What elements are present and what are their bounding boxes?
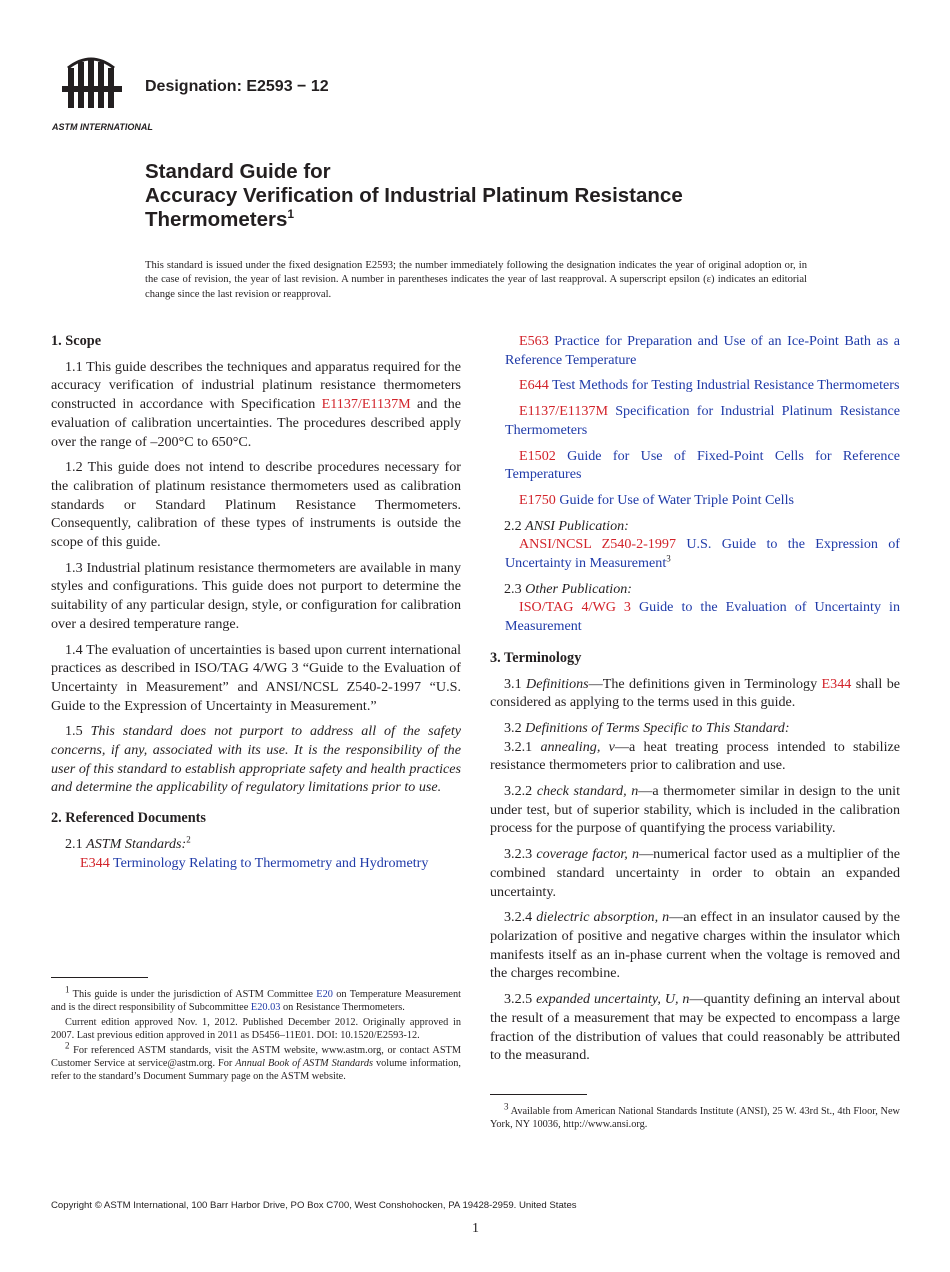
link-e2003[interactable]: E20.03 <box>250 1002 281 1013</box>
link-e1137-ref[interactable]: E1137/E1137M <box>519 403 608 420</box>
issuance-notice: This standard is issued under the fixed designation E2593; the number immediately following the designation indicates the year of original adoption or, in the case of revision, the year of last revision. A number in parentheses indicates the year of last reapproval. A superscript epsilon (ε) indicates an editorial change since the last revision or reapproval. <box>145 260 807 300</box>
astm-logo <box>52 58 153 134</box>
ref-item <box>490 332 900 369</box>
page-number: 1 <box>472 1221 479 1236</box>
link-e344-term[interactable]: E344 <box>821 675 852 692</box>
title-line-3: Thermometers$^1$ <box>145 207 295 231</box>
right-column <box>490 332 900 1072</box>
logo-bar-m <box>98 62 104 108</box>
para-1-2: 1.2 This guide does not intend to describe procedures necessary for the calibration of platinum resistance thermometers used as calibration standards or Standard Platinum Resistance Thermometers. Consequently, calibration of these types of instruments is outside the scope of this guide. <box>51 459 461 551</box>
para-3-2: 3.2 Definitions of Terms Specific to This Standard: <box>504 719 790 736</box>
title-line-2: Accuracy Verification of Industrial Platinum Resistance <box>145 184 683 207</box>
link-e20[interactable]: E20 <box>316 989 333 1000</box>
ref-ansi: ANSI/NCSL Z540-2-1997 U.S. Guide to the Expression of Uncertainty in Measurement$^3$ <box>505 536 900 572</box>
logo-bar-t <box>88 58 94 108</box>
def-3-2-2: 3.2.2 check standard, n—a thermometer similar in design to the unit under test, but of superior stability, which is included in the calibration process for the purpose of quantifying the process variability. <box>490 783 900 837</box>
ref-title[interactable]: Practice for Preparation and Use of an Ice-Point Bath as a Reference Temperature <box>505 333 900 368</box>
para-1-1: 1.1 This guide describes the techniques and apparatus required for the accuracy verification of industrial platinum resistance thermometers constructed in accordance with Specification E1137/E1137M and the evaluation of calibration uncertainties. The procedures described apply over the range of –200°C to 650°C. <box>51 358 461 450</box>
def-3-2-3: 3.2.3 coverage factor, n—numerical factor used as a multiplier of the combined standard uncertainty in order to obtain an expanded uncertainty. <box>490 846 900 900</box>
ref-iso <box>490 598 900 635</box>
link-ansi[interactable]: ANSI/NCSL Z540-2-1997 <box>519 536 676 553</box>
ref-title[interactable]: Guide for Use of Water Triple Point Cells <box>555 491 794 508</box>
ref-title[interactable]: U.S. Guide to the Expression of Uncertainty in Measurement <box>505 536 900 572</box>
ref-title[interactable]: Guide for Use of Fixed-Point Cells for Reference Temperatures <box>505 447 900 483</box>
footnote-rule-left <box>51 977 148 978</box>
section-3-heading: 3. Terminology <box>490 649 582 666</box>
para-2-1: 2.1 ASTM Standards:$^2$ <box>65 834 191 852</box>
section-1-heading: 1. Scope <box>51 333 102 349</box>
para-3-1: 3.1 Definitions—The definitions given in Terminology E344 shall be considered as applying to the terms used in this guide. <box>490 675 901 711</box>
link-e644[interactable]: E644 <box>519 377 549 394</box>
ref-title[interactable]: Specification for Industrial Platinum Resistance Thermometers <box>505 403 900 438</box>
designation: Designation: E2593 − 12 <box>145 78 329 95</box>
footnote-1: $^1$ This guide is under the jurisdiction of ASTM Committee E20 on Temperature Measurement and is the direct responsibility of Subcommittee E20.03 on Resistance Thermometers. <box>51 984 462 1013</box>
ref-title[interactable]: Guide to the Evaluation of Uncertainty in Measurement <box>505 599 900 635</box>
ref-item <box>490 447 900 484</box>
link-e1502[interactable]: E1502 <box>519 447 556 464</box>
link-e344[interactable]: E344 <box>80 854 110 871</box>
footnote-3: $^3$ Available from American National Standards Institute (ANSI), 25 W. 43rd St., 4th Floor, New York, NY 10036, http://www.ansi.org. <box>490 1101 900 1130</box>
para-2-2: 2.2 ANSI Publication: <box>504 517 629 534</box>
def-3-2-5: 3.2.5 expanded uncertainty, U, n—quantity defining an interval about the result of a measurement that may be expected to encompass a large fraction of the distribution of values that could reasonably be attributed to the measurand. <box>490 991 900 1064</box>
right-footnotes <box>490 1101 900 1133</box>
ref-item <box>490 491 900 510</box>
link-e1137[interactable]: E1137/E1137M <box>321 396 411 413</box>
para-1-4: 1.4 The evaluation of uncertainties is based upon current international practices as described in ISO/TAG 4/WG 3 “Guide to the Evaluation of Uncertainty in Measurement” and ANSI/NCSL Z540-2-1997 “U.S. Guide to the Expression of Uncertainty in Measurement.” <box>51 641 461 714</box>
para-1-3: 1.3 Industrial platinum resistance thermometers are available in many styles and configurations. This guide does not purport to determine the suitability of any particular design, style, or configuration for calibration over a desired temperature range. <box>51 559 461 632</box>
title-line-1: Standard Guide for <box>145 160 331 183</box>
link-iso[interactable]: ISO/TAG 4/WG 3 <box>519 599 631 616</box>
left-column <box>51 332 461 879</box>
link-e1750[interactable]: E1750 <box>519 491 556 508</box>
def-3-2-1: 3.2.1 annealing, v—a heat treating process intended to stabilize resistance thermometers prior to calibration and use. <box>490 738 900 774</box>
footnote-rule-right <box>490 1094 587 1095</box>
ref-item <box>490 376 900 395</box>
footnote-2: $^2$ For referenced ASTM standards, visit the ASTM website, www.astm.org, or contact ASTM Customer Service at service@astm.org. For Annual Book of ASTM Standards volume information, refer to the standard’s Document Summary page on the ASTM website. <box>51 1040 461 1082</box>
link-e563[interactable]: E563 <box>519 333 549 349</box>
para-2-3: 2.3 Other Publication: <box>504 580 632 597</box>
ref-title[interactable]: Terminology Relating to Thermometry and Hydrometry <box>109 854 429 871</box>
para-1-5: 1.5 This standard does not purport to address all of the safety concerns, if any, associated with its use. It is the responsibility of the user of this standard to establish appropriate safety and health practices and determine the applicability of regulatory limitations prior to use. <box>51 723 461 796</box>
logo-text: ASTM INTERNATIONAL <box>52 122 153 132</box>
section-2-heading: 2. Referenced Documents <box>51 810 206 827</box>
ref-item <box>490 402 900 439</box>
logo-crossbar <box>62 86 122 92</box>
ref-title[interactable]: Test Methods for Testing Industrial Resistance Thermometers <box>548 377 900 394</box>
document-title <box>145 160 865 232</box>
ref-item <box>51 854 461 873</box>
logo-bar-s <box>78 62 84 108</box>
title-footnote-ref: 1 <box>287 207 295 222</box>
copyright: Copyright © ASTM International, 100 Barr Harbor Drive, PO Box C700, West Conshohocken, PA 19428-2959. United States <box>51 1200 577 1211</box>
def-3-2-4: 3.2.4 dielectric absorption, n—an effect in an insulator caused by the polarization of positive and negative charges within the insulator which manifests itself as an in-phase current when the voltage is removed and the charges recombine. <box>490 909 900 982</box>
footnote-1-edition: Current edition approved Nov. 1, 2012. Published December 2012. Originally approved in 2007. Last previous edition approved in 2011 as D5456–11E01. DOI: 10.1520/E2593-12. <box>51 1017 461 1041</box>
left-footnotes <box>51 984 462 1085</box>
